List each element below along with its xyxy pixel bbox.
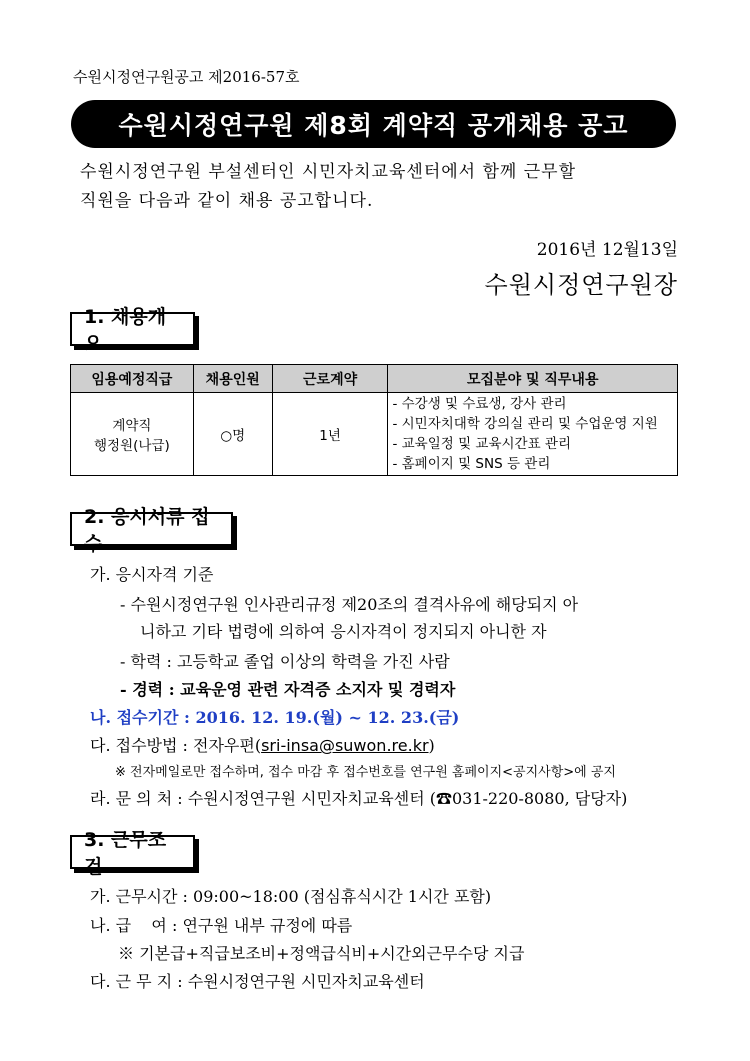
header-duties: 모집분야 및 직무내용 xyxy=(388,365,678,393)
section-heading-application: 2. 응시서류 접수 xyxy=(70,512,233,546)
application-period: 나. 접수기간 : 2016. 12. 19.(월) ~ 12. 23.(금) xyxy=(90,708,460,727)
application-method-label: 다. 접수방법 : 전자우편( xyxy=(90,736,262,755)
header-contract: 근로계약 xyxy=(272,365,388,393)
duty-item: - 홈페이지 및 SNS 등 관리 xyxy=(392,456,551,472)
salary: 나. 급 여 : 연구원 내부 규정에 따름 xyxy=(90,916,353,935)
header-grade: 임용예정직급 xyxy=(71,365,194,393)
cell-contract: 1년 xyxy=(272,393,388,476)
grade-line-2: 행정원(나급) xyxy=(94,438,170,454)
duty-item: - 시민자치대학 강의실 관리 및 수업운영 지원 xyxy=(392,416,658,432)
page-title: 수원시정연구원 제8회 계약직 공개채용 공고 xyxy=(71,100,676,148)
signer-name: 수원시정연구원장 xyxy=(484,271,678,299)
application-method xyxy=(90,733,435,756)
contact-info: 라. 문 의 처 : 수원시정연구원 시민자치교육센터 (☎031-220-8080, 담당자) xyxy=(90,789,628,808)
cell-headcount: ○명 xyxy=(193,393,272,476)
table-header-row xyxy=(71,365,678,393)
section-heading-overview: 1. 채용개요 xyxy=(70,312,195,346)
duty-item: - 교육일정 및 교육시간표 관리 xyxy=(392,436,571,452)
intro-line-1: 수원시정연구원 부설센터인 시민자치교육센터에서 함께 근무할 xyxy=(80,162,577,182)
qualification-label: 가. 응시자격 기준 xyxy=(90,565,214,584)
qualification-item-experience: - 경력 : 교육운영 관련 자격증 소지자 및 경력자 xyxy=(120,680,456,699)
work-location: 다. 근 무 지 : 수원시정연구원 시민자치교육센터 xyxy=(90,972,425,991)
duty-item: - 수강생 및 수료생, 강사 관리 xyxy=(392,396,567,412)
cell-grade xyxy=(71,393,194,476)
qualification-item-1-line-2: 니하고 기타 법령에 의하여 응시자격이 정지되지 아니한 자 xyxy=(140,622,547,641)
recruitment-table xyxy=(70,364,678,476)
qualification-item-1-line-1: - 수원시정연구원 인사관리규정 제20조의 결격사유에 해당되지 아 xyxy=(120,595,579,614)
intro-paragraph xyxy=(80,158,678,216)
intro-line-2: 직원을 다음과 같이 채용 공고합니다. xyxy=(80,191,374,211)
section-heading-work-conditions: 3. 근무조건 xyxy=(70,835,195,869)
work-hours: 가. 근무시간 : 09:00~18:00 (점심휴식시간 1시간 포함) xyxy=(90,887,492,906)
announcement-date: 2016년 12월13일 xyxy=(536,240,678,260)
header-headcount: 채용인원 xyxy=(193,365,272,393)
salary-note: ※ 기본급+직급보조비+정액급식비+시간외근무수당 지급 xyxy=(118,944,525,963)
notice-number: 수원시정연구원공고 제2016-57호 xyxy=(73,68,300,86)
application-note: ※ 전자메일로만 접수하며, 접수 마감 후 접수번호를 연구원 홈페이지<공지사항>에 공지 xyxy=(115,765,616,780)
email-link[interactable]: sri-insa@suwon.re.kr xyxy=(261,736,429,755)
cell-duties xyxy=(388,393,678,476)
grade-line-1: 계약직 xyxy=(112,418,152,434)
application-method-close: ) xyxy=(428,736,435,755)
table-row xyxy=(71,393,678,476)
qualification-item-education: - 학력 : 고등학교 졸업 이상의 학력을 가진 사람 xyxy=(120,652,450,671)
